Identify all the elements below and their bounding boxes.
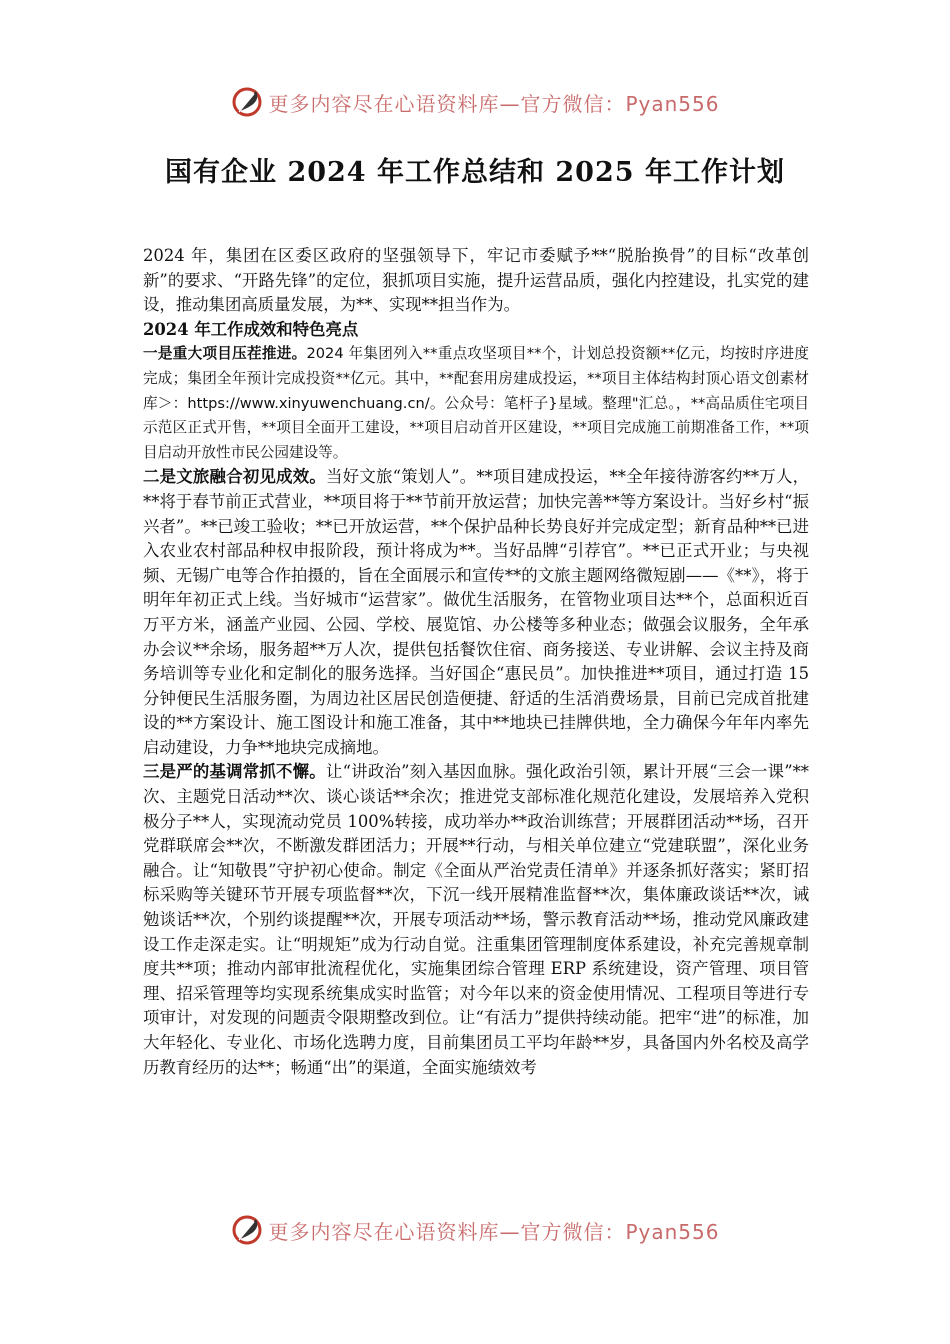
document-body bbox=[143, 244, 809, 1080]
banner-text: 更多内容尽在心语资料库—官方微信：Pyan556 bbox=[268, 91, 720, 116]
document-title: 国有企业 2024 年工作总结和 2025 年工作计划 bbox=[165, 157, 785, 188]
paragraph-3-body: 让“讲政治”刻入基因血脉。强化政治引领，累计开展“三会一课”**次、主题党日活动**次、谈心谈话**余次；推进党支部标准化规范化建设，发展培养入党积极分子**人，实现流动党员 100%转接，成功举办**政治训练营；开展群团活动**场，召开党群联席会**次，不断激发群团活力；开展**行动，与相关单位建立“党建联盟”，深化业务融合。让“知敬畏”守护初心使命。制定《全面从严治党责任清单》并逐条抓好落实；紧盯招标采购等关键环节开展专项监督**次，下沉一线开展精准监督**次，集体廉政谈话**次，诫勉谈话**次，个别约谈提醒**次，开展专项活动**场，警示教育活动**场，推动党风廉政建设工作走深走实。让“明规矩”成为行动自觉。注重集团管理制度体系建设，补充完善规章制度共**项；推动内部审批流程优化，实施集团综合管理 ERP 系统建设，资产管理、项目管理、招采管理等均实现系统集成实时监管；对今年以来的资金使用情况、工程项目等进行专项审计，对发现的问题责令限期整改到位。让“有活力”提供持续动能。把牢“进”的标准，加大年轻化、专业化、市场化选聘力度，目前集团员工平均年龄**岁，具备国内外名校及高学历教育经历的达**；畅通“出”的渠道，全面实施绩效考 bbox=[143, 762, 809, 1077]
section-heading: 2024 年工作成效和特色亮点 bbox=[143, 319, 359, 339]
paragraph-1 bbox=[143, 342, 809, 465]
footer-banner bbox=[0, 1210, 950, 1250]
paragraph-2 bbox=[143, 465, 809, 760]
header-banner bbox=[0, 82, 950, 122]
intro-paragraph: 2024 年，集团在区委区政府的坚强领导下，牢记市委赋予**“脱胎换骨”的目标“改革创新”的要求、“开路先锋”的定位，狠抓项目实施，提升运营品质，强化内控建设，扎实党的建设，推动集团高质量发展，为**、实现**担当作为。 bbox=[143, 246, 809, 315]
paragraph-3 bbox=[143, 760, 809, 1080]
paragraph-2-body: 当好文旅“策划人”。**项目建成投运，**全年接待游客约**万人，**将于春节前正式营业，**项目将于**节前开放运营；加快完善**等方案设计。当好乡村“振兴者”。**已竣工验收；**已开放运营，**个保护品种长势良好并完成定型；新育品种**已进入农业农村部品种权申报阶段，预计将成为**。当好品牌“引荐官”。**已正式开业；与央视频、无锡广电等合作拍摄的，旨在全面展示和宣传**的文旅主题网络微短剧——《**》，将于明年年初正式上线。当好城市“运营家”。做优生活服务，在管物业项目达**个，总面积近百万平方米，涵盖产业园、公园、学校、展览馆、办公楼等多种业态；做强会议服务，全年承办会议**余场，服务超**万人次，提供包括餐饮住宿、商务接送、专业讲解、会议主持及商务培训等专业化和定制化的服务选择。当好国企“惠民员”。加快推进**项目，通过打造 15 分钟便民生活服务圈，为周边社区居民创造便捷、舒适的生活消费场景，目前已完成首批建设的**方案设计、施工图设计和施工准备，其中**地块已挂牌供地，全力确保今年年内率先启动建设，力争**地块完成摘地。 bbox=[143, 467, 809, 757]
paragraph-1-body: 2024 年集团列入**重点攻坚项目**个，计划总投资额**亿元，均按时序进度完成；集团全年预计完成投资**亿元。其中，**配套用房建成投运，**项目主体结构封顶心语文创素材库＞：https://www.xinyuwenchuang.cn/。公众号：笔杆子}星域。整理"汇总。，**高品质住宅项目示范区正式开售，**项目全面开工建设，**项目启动首开区建设，**项目完成施工前期准备工作，**项目启动开放性市民公园建设等。 bbox=[143, 345, 809, 461]
paragraph-1-lead: 一是重大项目压茬推进。 bbox=[143, 345, 307, 363]
paragraph-3-lead: 三是严的基调常抓不懈。 bbox=[143, 762, 326, 782]
banner-text: 更多内容尽在心语资料库—官方微信：Pyan556 bbox=[268, 1219, 720, 1244]
paragraph-2-lead: 二是文旅融合初见成效。 bbox=[143, 467, 327, 487]
feather-circle-logo-icon bbox=[230, 85, 264, 119]
feather-circle-logo-icon bbox=[230, 1213, 264, 1247]
